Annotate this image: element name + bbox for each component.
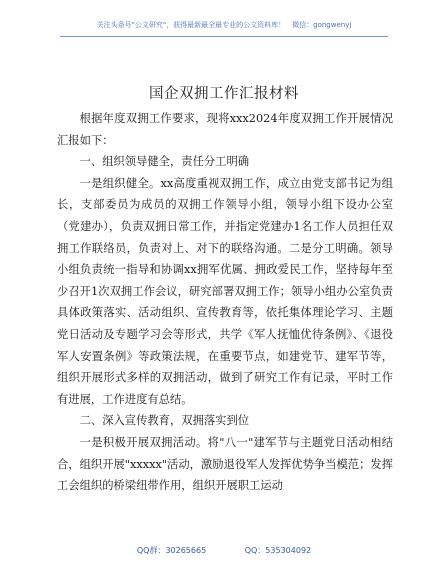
footer-qq-group: QQ群：30265665 [136, 546, 207, 555]
footer-contact [0, 545, 448, 556]
header-divider [60, 36, 388, 37]
document-title: 国企双拥工作汇报材料 [149, 86, 299, 102]
section-heading-1: 一、组织领导健全，责任分工明确 [79, 155, 250, 169]
body-paragraph-2: 一是积极开展双拥活动。将"八一"建军节与主题党日活动相结合，组织开展"xxxxx"活动，激励退役军人发挥优势争当模范；发挥工会组织的桥梁纽带作用，组织开展职工运动 [57, 435, 393, 493]
intro-paragraph: 根据年度双拥工作要求，现将xxx2024年度双拥工作开展情况汇报如下： [57, 112, 393, 147]
body-paragraph-1: 一是组织健全。xx高度重视双拥工作，成立由党支部书记为组长，支部委员为成员的双拥工作领导小组，领导小组下设办公室（党建办），负责双拥日常工作，并指定党建办1名工作人员担任双拥工作联络员，负责对上、对下的联络沟通。二是分工明确。领导小组负责统一指导和协调xx拥军优属、拥政爱民工作，坚持每年至少召开1次双拥工作会议，研究部署双拥工作；领导小组办公室负责具体政策落实、活动组织、宣传教育等，依托集体理论学习、主题党日活动及专题学习会等形式，共学《军人抚恤优待条例》、《退役军人安置条例》等政策法规，在重要节点，如建党节、建军节等，组织开展形式多样的双拥活动，做到了研究工作有记录，平时工作有进展，工作进度有总结。 [57, 176, 393, 406]
section-heading-2: 二、深入宣传教育，双拥落实到位 [79, 414, 250, 428]
header-banner: 关注头条号"公文研究"，获得最新最全最专业的公文资料库！ 微信：gongwenyj [96, 21, 352, 29]
document-body [57, 108, 393, 497]
footer-qq: QQ：535304092 [244, 546, 312, 555]
